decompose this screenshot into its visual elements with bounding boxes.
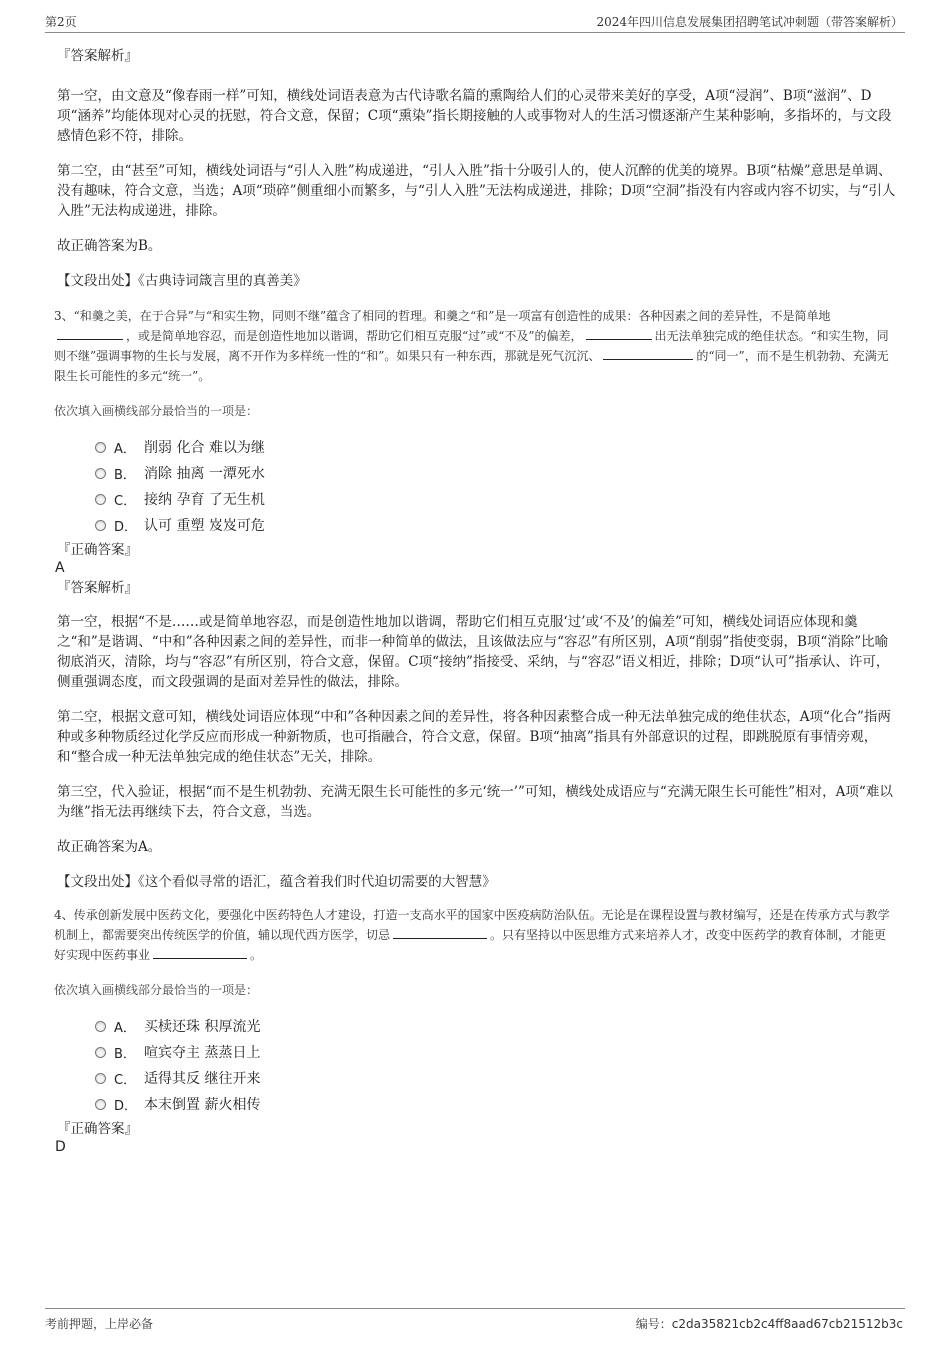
q2-conclusion: 故正确答案为B。 xyxy=(57,238,162,254)
footer-slogan: 考前押题，上岸必备 xyxy=(45,1317,154,1331)
document-code xyxy=(636,1315,903,1332)
option-letter: C． xyxy=(114,1072,137,1088)
q3-analysis-paragraph-3: 第三空，代入验证，根据“而不是生机勃勃、充满无限生长可能性的多元‘统一’”可知，横线处成语应与“充满无限生长可能性”相对，A项“难以为继”指无法再继续下去，符合文意，当选。 xyxy=(57,784,893,820)
option-text: 削弱 化合 难以为继 xyxy=(144,440,265,456)
q4-question-text xyxy=(54,905,897,965)
q4-answer-label: 『正确答案』 xyxy=(57,1121,138,1137)
radio-button-icon[interactable] xyxy=(95,1021,106,1032)
blank-line xyxy=(393,925,487,939)
radio-button-icon[interactable] xyxy=(95,468,106,479)
radio-button-icon[interactable] xyxy=(95,1099,106,1110)
q3-option-d[interactable] xyxy=(95,512,897,538)
q4-options xyxy=(95,1013,897,1117)
option-text: 认可 重塑 岌岌可危 xyxy=(144,518,265,534)
option-letter: B． xyxy=(114,467,136,483)
q2-analysis-paragraph-1: 第一空，由文意及“像春雨一样”可知，横线处词语表意为古代诗歌名篇的熏陶给人们的心灵带来美好的享受，A项“浸润”、B项“滋润”、D项“涵养”均能体现对心灵的抚慰，符合文意，保留；C项“熏染”指长期接触的人或事物对人的生活习惯逐渐产生某种影响，多指坏的，与文段感情色彩不符，排除。 xyxy=(57,88,892,144)
page-footer xyxy=(45,1308,905,1337)
page-header xyxy=(45,10,905,33)
option-letter: C． xyxy=(114,493,137,509)
document-title: 2024年四川信息发展集团招聘笔试冲刺题（带答案解析） xyxy=(596,15,903,29)
blank-line xyxy=(586,326,652,340)
q4-option-b[interactable] xyxy=(95,1039,897,1065)
blank-line xyxy=(603,346,693,360)
q2-analysis-label: 『答案解析』 xyxy=(57,48,138,64)
option-text: 本末倒置 薪火相传 xyxy=(144,1097,261,1113)
q4-option-c[interactable] xyxy=(95,1065,897,1091)
q2-source: 【文段出处】《古典诗词箴言里的真善美》 xyxy=(57,273,307,289)
q3-analysis-paragraph-1: 第一空，根据“不是……或是简单地容忍，而是创造性地加以谐调，帮助它们相互克服‘过’或‘不及’的偏差”可知，横线处词语应体现和羹之“和”是谐调、“中和”各种因素之间的差异性，而非一种简单的做法，且该做法应与“容忍”有所区别，A项“削弱”指使变弱，B项“消除”比喻彻底消灭，清除，均与“容忍”有所区别，符合文意，保留。C项“接纳”指接受、采纳，与“容忍”语义相近，排除；D项“认可”指承认、许可，侧重强调态度，而文段强调的是面对差异性的做法，排除。 xyxy=(57,614,890,690)
option-text: 适得其反 继往开来 xyxy=(144,1071,261,1087)
option-letter: B． xyxy=(114,1046,136,1062)
q3-option-a[interactable] xyxy=(95,434,897,460)
q4-answer: D xyxy=(55,1139,66,1155)
radio-button-icon[interactable] xyxy=(95,520,106,531)
radio-button-icon[interactable] xyxy=(95,442,106,453)
q4-text-part-3: 。 xyxy=(250,948,263,962)
q3-options xyxy=(95,434,897,538)
q4-option-a[interactable] xyxy=(95,1013,897,1039)
q3-text-part-1: 3、“和羹之美，在于合异”与“和实生物，同则不继”蕴含了相同的哲理。和羹之“和”是一项富有创造性的成果：各种因素之间的差异性，不是简单地 xyxy=(54,309,831,323)
radio-button-icon[interactable] xyxy=(95,1047,106,1058)
page-number: 第2页 xyxy=(45,15,77,29)
blank-line xyxy=(153,945,247,959)
option-text: 消除 抽离 一潭死水 xyxy=(144,466,265,482)
radio-button-icon[interactable] xyxy=(95,1073,106,1084)
q3-analysis-paragraph-2: 第二空，根据文意可知，横线处词语应体现“中和”各种因素之间的差异性，将各种因素整合成一种无法单独完成的绝佳状态，A项“化合”指两种或多种物质经过化学反应而形成一种新物质，也可指融合，符合文意，保留。B项“抽离”指具有外部意识的过程，即跳脱原有事情旁观，和“整合成一种无法单独完成的绝佳状态”无关，排除。 xyxy=(57,709,891,765)
blank-line xyxy=(57,326,123,340)
option-letter: D． xyxy=(114,1098,138,1114)
q4-prompt: 依次填入画横线部分最恰当的一项是： xyxy=(54,983,259,997)
code-label: 编号： xyxy=(635,1317,672,1331)
q3-conclusion: 故正确答案为A。 xyxy=(57,839,162,855)
radio-button-icon[interactable] xyxy=(95,494,106,505)
option-text: 喧宾夺主 蒸蒸日上 xyxy=(144,1045,261,1061)
option-text: 接纳 孕育 了无生机 xyxy=(144,492,265,508)
option-letter: A． xyxy=(114,1020,136,1036)
q3-option-c[interactable] xyxy=(95,486,897,512)
q3-prompt: 依次填入画横线部分最恰当的一项是： xyxy=(54,404,259,418)
q3-answer: A xyxy=(55,560,65,576)
q4-text-part-1: 4、传承创新发展中医药文化，要强化中医药特色人才建设，打造一支高水平的国家中医疫病防治队伍。无论是在课程设置与教材编写，还是在传承方式与教学机制上，都需要突出传统医学的价值，辅以现代西方医学，切忌 xyxy=(54,908,890,942)
document-body xyxy=(54,40,897,1155)
q4-text-part-2: 。只有坚持以中医思维方式来培养人才，改变中医药学的教育体制，才能更好实现中医药事业 xyxy=(54,928,887,962)
q3-text-part-3: 出无法单独完成的绝佳状态。“和实生物，同则不继”强调事物的生长与发展，离不开作为多样统一性的“和”。如果只有一种东西，那就是死气沉沉、 xyxy=(54,329,889,363)
q2-analysis-paragraph-2: 第二空，由“甚至”可知，横线处词语与“引人入胜”构成递进，“引人入胜”指十分吸引人的，使人沉醉的优美的境界。B项“枯燥”意思是单调、没有趣味，符合文意，当选；A项“琐碎”侧重细小而繁多，与“引人入胜”无法构成递进，排除；D项“空洞”指没有内容或内容不切实，与“引人入胜”无法构成递进，排除。 xyxy=(57,163,896,219)
q3-analysis-label: 『答案解析』 xyxy=(57,580,138,596)
option-text: 买椟还珠 积厚流光 xyxy=(144,1019,261,1035)
q3-option-b[interactable] xyxy=(95,460,897,486)
option-letter: D． xyxy=(114,519,138,535)
q3-question-text xyxy=(54,306,897,386)
q3-answer-label: 『正确答案』 xyxy=(57,542,138,558)
q3-source: 【文段出处】《这个看似寻常的语汇，蕴含着我们时代迫切需要的大智慧》 xyxy=(57,874,496,890)
q3-text-part-2: ，或是简单地容忍，而是创造性地加以谐调，帮助它们相互克服“过”或“不及”的偏差， xyxy=(126,329,583,343)
option-letter: A． xyxy=(114,441,136,457)
q4-option-d[interactable] xyxy=(95,1091,897,1117)
q3-text-part-4: 的“同一”，而不是生机勃勃、充满无限生长可能性的多元“统一”。 xyxy=(54,349,889,383)
code-value: c2da35821cb2c4ff8aad67cb21512b3c xyxy=(671,1317,903,1331)
